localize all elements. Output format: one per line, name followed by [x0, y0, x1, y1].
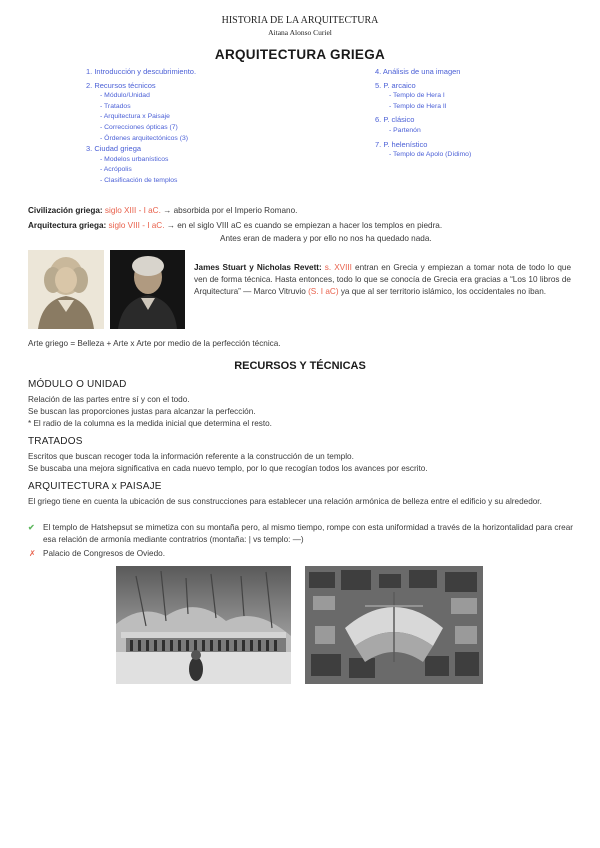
toc-subitem[interactable]: - Arquitectura x Paisaje	[100, 113, 170, 121]
toc-subitem[interactable]: - Tratados	[100, 102, 131, 110]
arquitectura-date: siglo VIII - I aC.	[108, 221, 165, 230]
modulo-line: Relación de las partes entre sí y con el todo.	[28, 395, 190, 404]
cross-icon: ✗	[29, 549, 36, 558]
toc-subitem[interactable]: - Templo de Hera II	[389, 102, 447, 110]
arte-griego-formula: Arte griego = Belleza + Arte x Arte por medio de la perfección técnica.	[28, 339, 281, 348]
civilizacion-label: Civilización griega:	[28, 206, 103, 215]
toc-item-7[interactable]: 7. P. helenístico	[375, 139, 428, 149]
modulo-line: * El radio de la columna es la medida inicial que determina el resto.	[28, 419, 272, 428]
modulo-heading: MÓDULO O UNIDAD	[28, 379, 127, 390]
photo-oviedo-image	[305, 566, 483, 684]
portrait-revett-image	[110, 250, 185, 329]
portrait-stuart	[28, 250, 104, 329]
toc-item-2[interactable]: 2. Recursos técnicos	[86, 80, 156, 90]
toc-subitem[interactable]: - Partenón	[389, 126, 421, 134]
toc-subitem[interactable]: - Clasificación de templos	[100, 176, 178, 184]
tratados-heading: TRATADOS	[28, 436, 83, 447]
stuart-revett-names: James Stuart y Nicholas Revett:	[194, 263, 322, 272]
toc-subitem[interactable]: - Órdenes arquitectónicos (3)	[100, 134, 189, 142]
toc-left-column	[86, 67, 196, 187]
arquitectura-label: Arquitectura griega:	[28, 221, 107, 230]
paisaje-heading: ARQUITECTURA x PAISAJE	[28, 481, 162, 492]
portrait-revett	[110, 250, 185, 329]
photo-hatshepsut-temple	[116, 566, 291, 684]
toc-item-4[interactable]: 4. Análisis de una imagen	[375, 67, 461, 76]
tratados-line: Escritos que buscan recoger toda la información referente a la construcción de un templo.	[28, 452, 354, 461]
toc-item-6[interactable]: 6. P. clásico	[375, 115, 415, 125]
arquitectura-line-2: Antes eran de madera y por ello no nos ha quedado nada.	[220, 234, 432, 243]
toc-subitem[interactable]: - Correcciones ópticas (7)	[100, 123, 178, 131]
modulo-line: Se buscan las proporciones justas para alcanzar la perfección.	[28, 407, 256, 416]
stuart-revett-century: s. XVIII	[324, 263, 352, 272]
civilizacion-text: → absorbida por el Imperio Romano.	[160, 206, 298, 215]
toc-item-1[interactable]: 1. Introducción y descubrimiento.	[86, 67, 197, 76]
stuart-revett-text-2: ya que al ser territorio islámico, los occidentales no iban.	[338, 287, 547, 296]
toc-subitem[interactable]: - Templo de Hera I	[389, 92, 445, 100]
arquitectura-text: → en el siglo VIII aC es cuando se empiezan a hacer los templos en piedra.	[164, 221, 443, 230]
civilizacion-line	[28, 205, 578, 217]
photo-hatshepsut-image	[116, 566, 291, 684]
toc-item-3[interactable]: 3. Ciudad griega	[86, 144, 142, 154]
tratados-line: Se buscaba una mejora significativa en cada nuevo templo, por lo que recogían todos los avances por escrito.	[28, 464, 428, 473]
portrait-stuart-image	[28, 250, 104, 329]
course-title: HISTORIA DE LA ARQUITECTURA	[221, 15, 379, 26]
check-icon: ✔	[28, 523, 35, 532]
toc-item-5[interactable]: 5. P. arcaico	[375, 80, 416, 90]
toc-right-column	[375, 67, 471, 161]
arquitectura-line	[28, 220, 588, 232]
section-title-recursos: RECURSOS Y TÉCNICAS	[234, 360, 366, 372]
document-title: ARQUITECTURA GRIEGA	[214, 47, 386, 62]
author-name: Aitana Alonso Curiel	[268, 28, 332, 37]
stuart-revett-paragraph	[194, 262, 571, 298]
toc-subitem[interactable]: - Templo de Apolo (Dídimo)	[389, 151, 472, 159]
toc-subitem[interactable]: - Modelos urbanísticos	[100, 155, 169, 163]
stuart-revett-text-1: entran en Grecia y empiezan a tomar nota de todo lo que ven de forma técnica. Hasta entonces, todo lo que se conocía de Grecia era gracias a “Los 10 libros de Arquitectura” — Marco Vitruvio	[194, 263, 571, 296]
paisaje-good-example: El templo de Hatshepsut se mimetiza con su montaña pero, al mismo tiempo, rompe con esta uniformidad a través de la horizontalidad para crear esa relación de armonía mediante contratrios (montaña: | vs templo: —)	[43, 523, 573, 544]
photo-palacio-congresos-oviedo	[305, 566, 483, 684]
civilizacion-date: siglo XIII - I aC.	[104, 206, 161, 215]
toc-subitem[interactable]: - Módulo/Unidad	[100, 92, 150, 100]
vitruvio-date: (S. I aC)	[308, 287, 339, 296]
toc-subitem[interactable]: - Acrópolis	[100, 166, 132, 174]
paisaje-bad-example: Palacio de Congresos de Oviedo.	[43, 549, 165, 558]
paisaje-intro: El griego tiene en cuenta la ubicación de sus construcciones para establecer una relación armónica de belleza entre el edificio y su alrededor.	[28, 497, 542, 506]
